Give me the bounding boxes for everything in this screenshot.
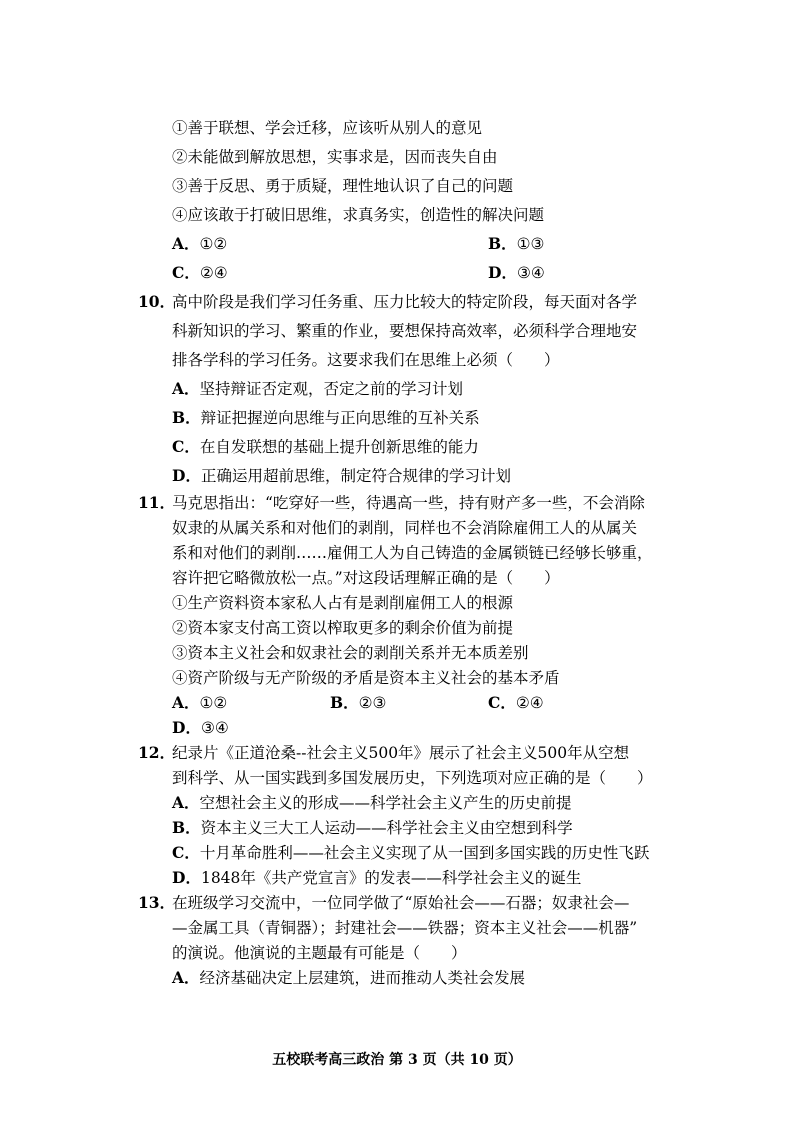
- option-letter: B．: [172, 408, 201, 427]
- option-letter: C．: [488, 693, 516, 712]
- option-text: 正确运用超前思维，制定符合规律的学习计划: [200, 467, 511, 485]
- q11-option-b: [330, 693, 386, 713]
- q10-stem-line-3: 排各学科的学习任务。这要求我们在思维上必须（ ）: [172, 351, 560, 369]
- option-letter: A．: [172, 234, 200, 253]
- option-text: 空想社会主义的形成——科学社会主义产生的历史前提: [199, 794, 572, 812]
- option-text: 资本主义三大工人运动——科学社会主义由空想到科学: [200, 819, 573, 837]
- q13-stem-line-2: —金属工具（青铜器）；封建社会——铁器；资本主义社会——机器”: [172, 919, 638, 937]
- option-text: 辩证把握逆向思维与正向思维的互补关系: [200, 409, 480, 427]
- q12-stem-line-2: 到科学、从一国实践到多国发展历史，下列选项对应正确的是（ ）: [172, 769, 653, 787]
- q9-statement-1: ①善于联想、学会迁移，应该听从别人的意见: [172, 119, 483, 137]
- option-letter: A．: [172, 693, 200, 712]
- q11-statement-4: ④资产阶级与无产阶级的矛盾是资本主义社会的基本矛盾: [172, 669, 560, 687]
- q10-stem-line-1: 高中阶段是我们学习任务重、压力比较大的特定阶段，每天面对各学: [172, 293, 638, 311]
- option-letter: D．: [172, 466, 201, 485]
- q9-statement-3: ③善于反思、勇于质疑，理性地认识了自己的问题: [172, 177, 514, 195]
- q10-option-a: [172, 379, 463, 399]
- q11-stem-line-4: 容许把它略微放松一点。”对这段话理解正确的是（ ）: [172, 569, 560, 587]
- q13-stem-line-3: 的演说。他演说的主题最有可能是（ ）: [172, 944, 467, 962]
- option-text: 经济基础决定上层建筑，进而推动人类社会发展: [199, 969, 526, 987]
- option-letter: A．: [172, 379, 200, 398]
- option-text: ③④: [200, 719, 229, 737]
- q12-option-d: [172, 868, 581, 888]
- option-letter: A．: [172, 968, 200, 987]
- q9-option-d: [488, 263, 545, 283]
- option-letter: B．: [488, 234, 517, 253]
- q9-statement-4: ④应该敢于打破旧思维，求真务实，创造性的解决问题: [172, 206, 545, 224]
- option-text: ②③: [358, 694, 387, 712]
- q9-option-a: [172, 234, 227, 254]
- q9-option-b: [488, 234, 544, 254]
- q11-stem-line-3: 系和对他们的剥削……雇佣工人为自己铸造的金属锁链已经够长够重，: [172, 544, 653, 562]
- q13-stem-line-1: 在班级学习交流中，一位同学做了“原始社会——石器；奴隶社会—: [172, 894, 630, 912]
- q11-statement-1: ①生产资料资本家私人占有是剥削雇佣工人的根源: [172, 594, 514, 612]
- option-text: ②④: [199, 264, 228, 282]
- option-letter: D．: [172, 718, 201, 737]
- option-text: ③④: [516, 264, 545, 282]
- q11-option-a: [172, 693, 227, 713]
- q11-option-c: [488, 693, 544, 713]
- q10-option-c: [172, 437, 479, 457]
- q10-option-d: [172, 466, 511, 486]
- q11-number: 11．: [138, 493, 176, 512]
- q12-stem-line-1: 纪录片《正道沧桑--社会主义500年》展示了社会主义500年从空想: [172, 744, 630, 762]
- q12-option-b: [172, 818, 573, 838]
- option-letter: C．: [172, 263, 200, 282]
- q10-number: 10．: [138, 292, 176, 311]
- page-footer: 五校联考高三政治 第 3 页（共 10 页）: [272, 1052, 522, 1068]
- q11-option-d: [172, 718, 229, 738]
- q9-statement-2: ②未能做到解放思想，实事求是，因而丧失自由: [172, 148, 498, 166]
- q10-stem-line-2: 科新知识的学习、繁重的作业，要想保持高效率，必须科学合理地安: [172, 322, 638, 340]
- option-text: 十月革命胜利——社会主义实现了从一国到多国实践的历史性飞跃: [199, 844, 650, 862]
- q11-stem-line-1: 马克思指出：“吃穿好一些，待遇高一些，持有财产多一些，不会消除: [172, 494, 645, 512]
- q11-statement-2: ②资本家支付高工资以榨取更多的剩余价值为前提: [172, 619, 514, 637]
- q11-statement-3: ③资本主义社会和奴隶社会的剥削关系并无本质差别: [172, 644, 529, 662]
- q13-number: 13．: [138, 893, 176, 912]
- q12-option-a: [172, 793, 572, 813]
- q10-option-b: [172, 408, 480, 428]
- option-letter: C．: [172, 843, 200, 862]
- option-text: ①②: [199, 694, 228, 712]
- q13-option-a: [172, 968, 525, 988]
- option-text: ①②: [199, 235, 228, 253]
- option-letter: B．: [330, 693, 359, 712]
- option-letter: B．: [172, 818, 201, 837]
- option-text: 坚持辩证否定观，否定之前的学习计划: [199, 380, 464, 398]
- q12-option-c: [172, 843, 649, 863]
- option-text: 1848年《共产党宣言》的发表——科学社会主义的诞生: [200, 869, 582, 887]
- option-letter: D．: [172, 868, 201, 887]
- option-letter: C．: [172, 437, 200, 456]
- option-letter: A．: [172, 793, 200, 812]
- q12-number: 12．: [138, 743, 176, 762]
- q11-stem-line-2: 奴隶的从属关系和对他们的剥削，同样也不会消除雇佣工人的从属关: [172, 519, 638, 537]
- option-text: ②④: [515, 694, 544, 712]
- option-text: ①③: [516, 235, 545, 253]
- option-text: 在自发联想的基础上提升创新思维的能力: [199, 438, 479, 456]
- q9-option-c: [172, 263, 228, 283]
- option-letter: D．: [488, 263, 517, 282]
